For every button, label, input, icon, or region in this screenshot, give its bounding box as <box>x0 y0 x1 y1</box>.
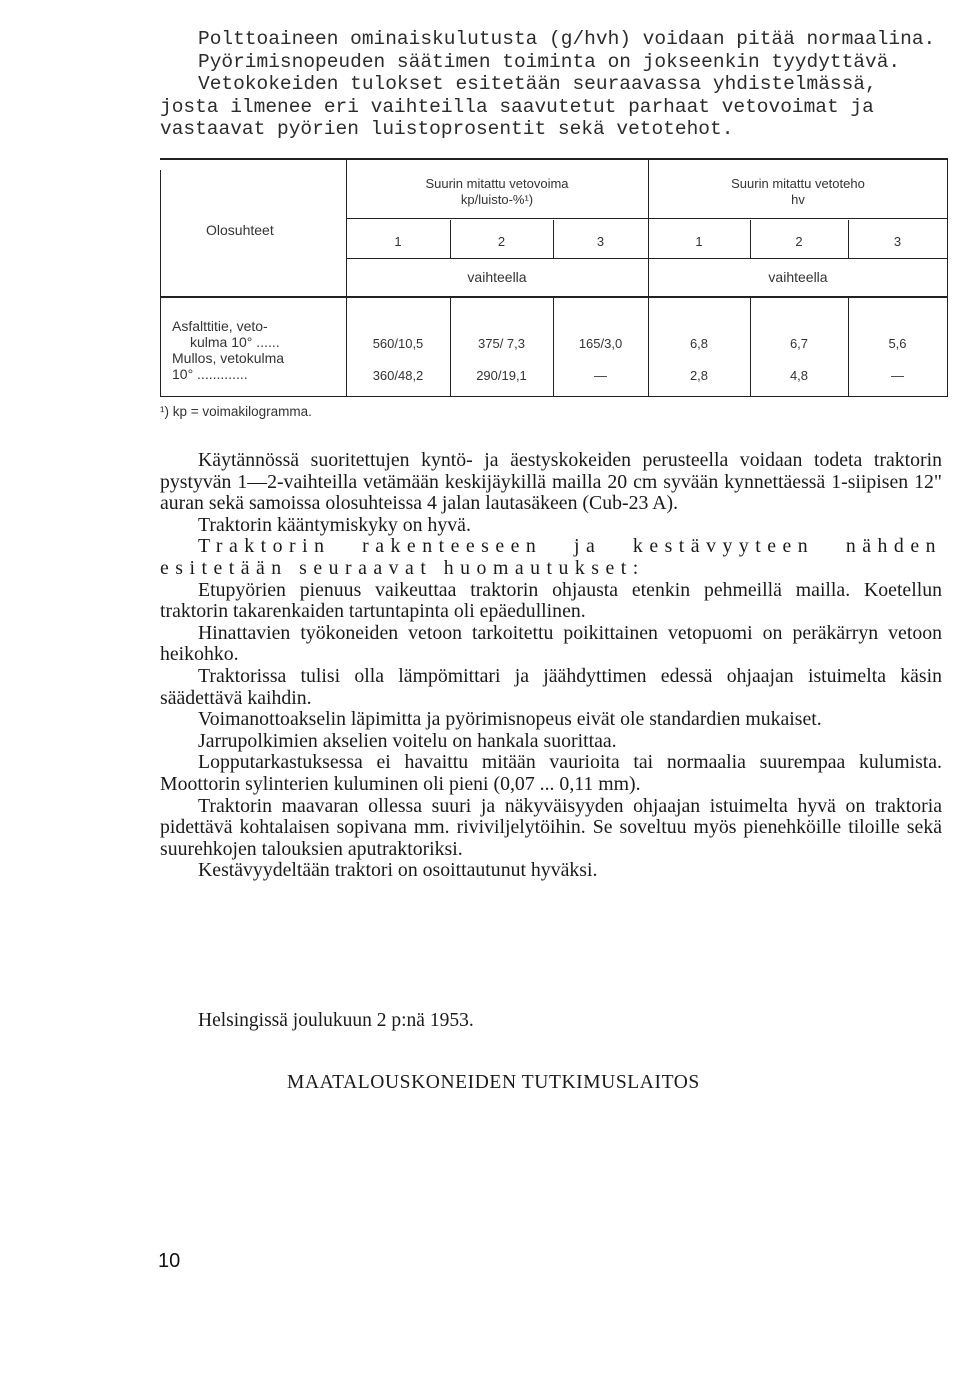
table-cell: 6,7 <box>789 336 809 351</box>
table-cell: 375/ 7,3 <box>478 336 525 351</box>
gear-number: 2 <box>795 234 803 249</box>
intro-text <box>160 28 942 141</box>
table-gear-label-rule <box>346 258 948 259</box>
date-line: Helsingissä joulukuun 2 p:nä 1953. <box>198 1010 474 1031</box>
table-cell: — <box>594 368 607 383</box>
body-paragraph: Kestävyydeltään traktori on osoittautunut hyväksi. <box>198 859 598 882</box>
page-number: 10 <box>158 1250 181 1272</box>
body-paragraph: Etupyörien pienuus vaikeuttaa traktorin ohjausta etenkin pehmeillä mailla. Koetellun traktorin takarenkaiden tartuntapinta oli epäedullinen. <box>160 578 942 623</box>
row-label: Mullos, vetokulma <box>172 350 285 366</box>
gear-number: 2 <box>497 234 506 249</box>
row-label: 10° ............. <box>172 366 248 382</box>
gear-label: vaihteella <box>467 269 527 285</box>
table-gear-rule <box>346 218 948 219</box>
body-paragraph: Traktorin maavaran ollessa suuri ja näkyväisyyden ohjaajan istuimelta hyvä on traktoria pidettävä kohtalaisen sopivana mm. riviviljelytöihin. Se soveltuu myös pienehköille tiloille sekä suurehkojen talouksien aputraktoriksi. <box>160 794 942 860</box>
gear-number: 1 <box>695 234 703 249</box>
force-header-line1: Suurin mitattu vetovoima <box>425 176 569 191</box>
table-header-rule <box>160 296 948 298</box>
table-cell: 5,6 <box>888 336 907 351</box>
body-paragraph: Lopputarkastuksessa ei havaittu mitään vaurioita tai normaalia suurempaa kulumista. Moottorin sylinterien kuluminen oli pieni (0,07 ... 0,11 mm). <box>160 751 942 795</box>
conditions-header: Olosuhteet <box>206 222 274 238</box>
force-header-line2: kp/luisto-%¹) <box>460 192 534 207</box>
table-cell: 2,8 <box>689 368 709 383</box>
table-left-rule <box>160 170 161 396</box>
body-paragraph: Hinattavien työkoneiden vetoon tarkoitettu poikittainen vetopuomi on peräkärryn vetoon heikohko. <box>160 621 942 666</box>
table-bottom-rule <box>160 396 948 397</box>
body-paragraph: Jarrupolkimien akselien voitelu on hankala suorittaa. <box>198 729 617 752</box>
intro-paragraph-2: Pyörimisnopeuden säätimen toiminta on jokseenkin tyydyttävä. <box>198 50 901 73</box>
body-paragraph: Käytännössä suoritettujen kyntö- ja äestyskokeiden perusteella voidaan todeta traktorin pystyvän 1—2-vaihteilla vetämään keskijäykillä mailla 20 cm syvään kynnettäessä 1-siipisen 12" auran sekä samoissa olosuhteissa 4 jalan lautasäkeen (Cub-23 A). <box>160 449 942 515</box>
gear-number: 3 <box>596 234 605 249</box>
table-cell: 560/10,5 <box>372 336 424 351</box>
table-cell: 165/3,0 <box>578 336 623 351</box>
table-cell: 360/48,2 <box>372 368 424 383</box>
table-cell: 4,8 <box>789 368 809 383</box>
body-paragraph: Voimanottoakselin läpimitta ja pyörimisnopeus eivät ole standardien mukaiset. <box>198 708 822 731</box>
intro-paragraph-1: Polttoaineen ominaiskulutusta (g/hvh) voidaan pitää normaalina. <box>198 28 936 50</box>
power-header-line1: Suurin mitattu vetoteho <box>731 176 865 191</box>
table-cell: 290/19,1 <box>476 368 527 383</box>
row-label: Asfalttitie, veto- <box>172 318 268 334</box>
gear-number: 3 <box>893 234 902 249</box>
table-top-rule <box>160 158 948 160</box>
body-paragraph: Traktorin kääntymiskyky on hyvä. <box>198 513 471 536</box>
row-label: kulma 10° ...... <box>190 334 280 350</box>
gear-number: 1 <box>394 234 402 249</box>
gear-label: vaihteella <box>768 269 828 285</box>
table-footnote: ¹) kp = voimakilogramma. <box>160 404 312 419</box>
institute-signature: MAATALOUSKONEIDEN TUTKIMUSLAITOS <box>287 1072 700 1093</box>
power-header-line2: hv <box>791 192 805 207</box>
body-text <box>160 450 942 882</box>
table-cell: — <box>891 368 904 383</box>
table-cell: 6,8 <box>689 336 709 351</box>
body-paragraph-spaced: Traktorin rakenteeseen ja kestävyyteen nähden esitetään seuraavat huomautukset: <box>160 535 942 579</box>
body-paragraph: Traktorissa tulisi olla lämpömittari ja jäähdyttimen edessä ohjaajan istuimelta käsin säädettävä kaihdin. <box>160 664 942 709</box>
traction-table <box>160 158 948 398</box>
intro-paragraph-3: Vetokokeiden tulokset esitetään seuraavassa yhdistelmässä, josta ilmenee eri vaihteilla saavutetut parhaat vetovoimat ja vastaavat pyörien luistoprosentit sekä vetotehot. <box>160 73 877 140</box>
